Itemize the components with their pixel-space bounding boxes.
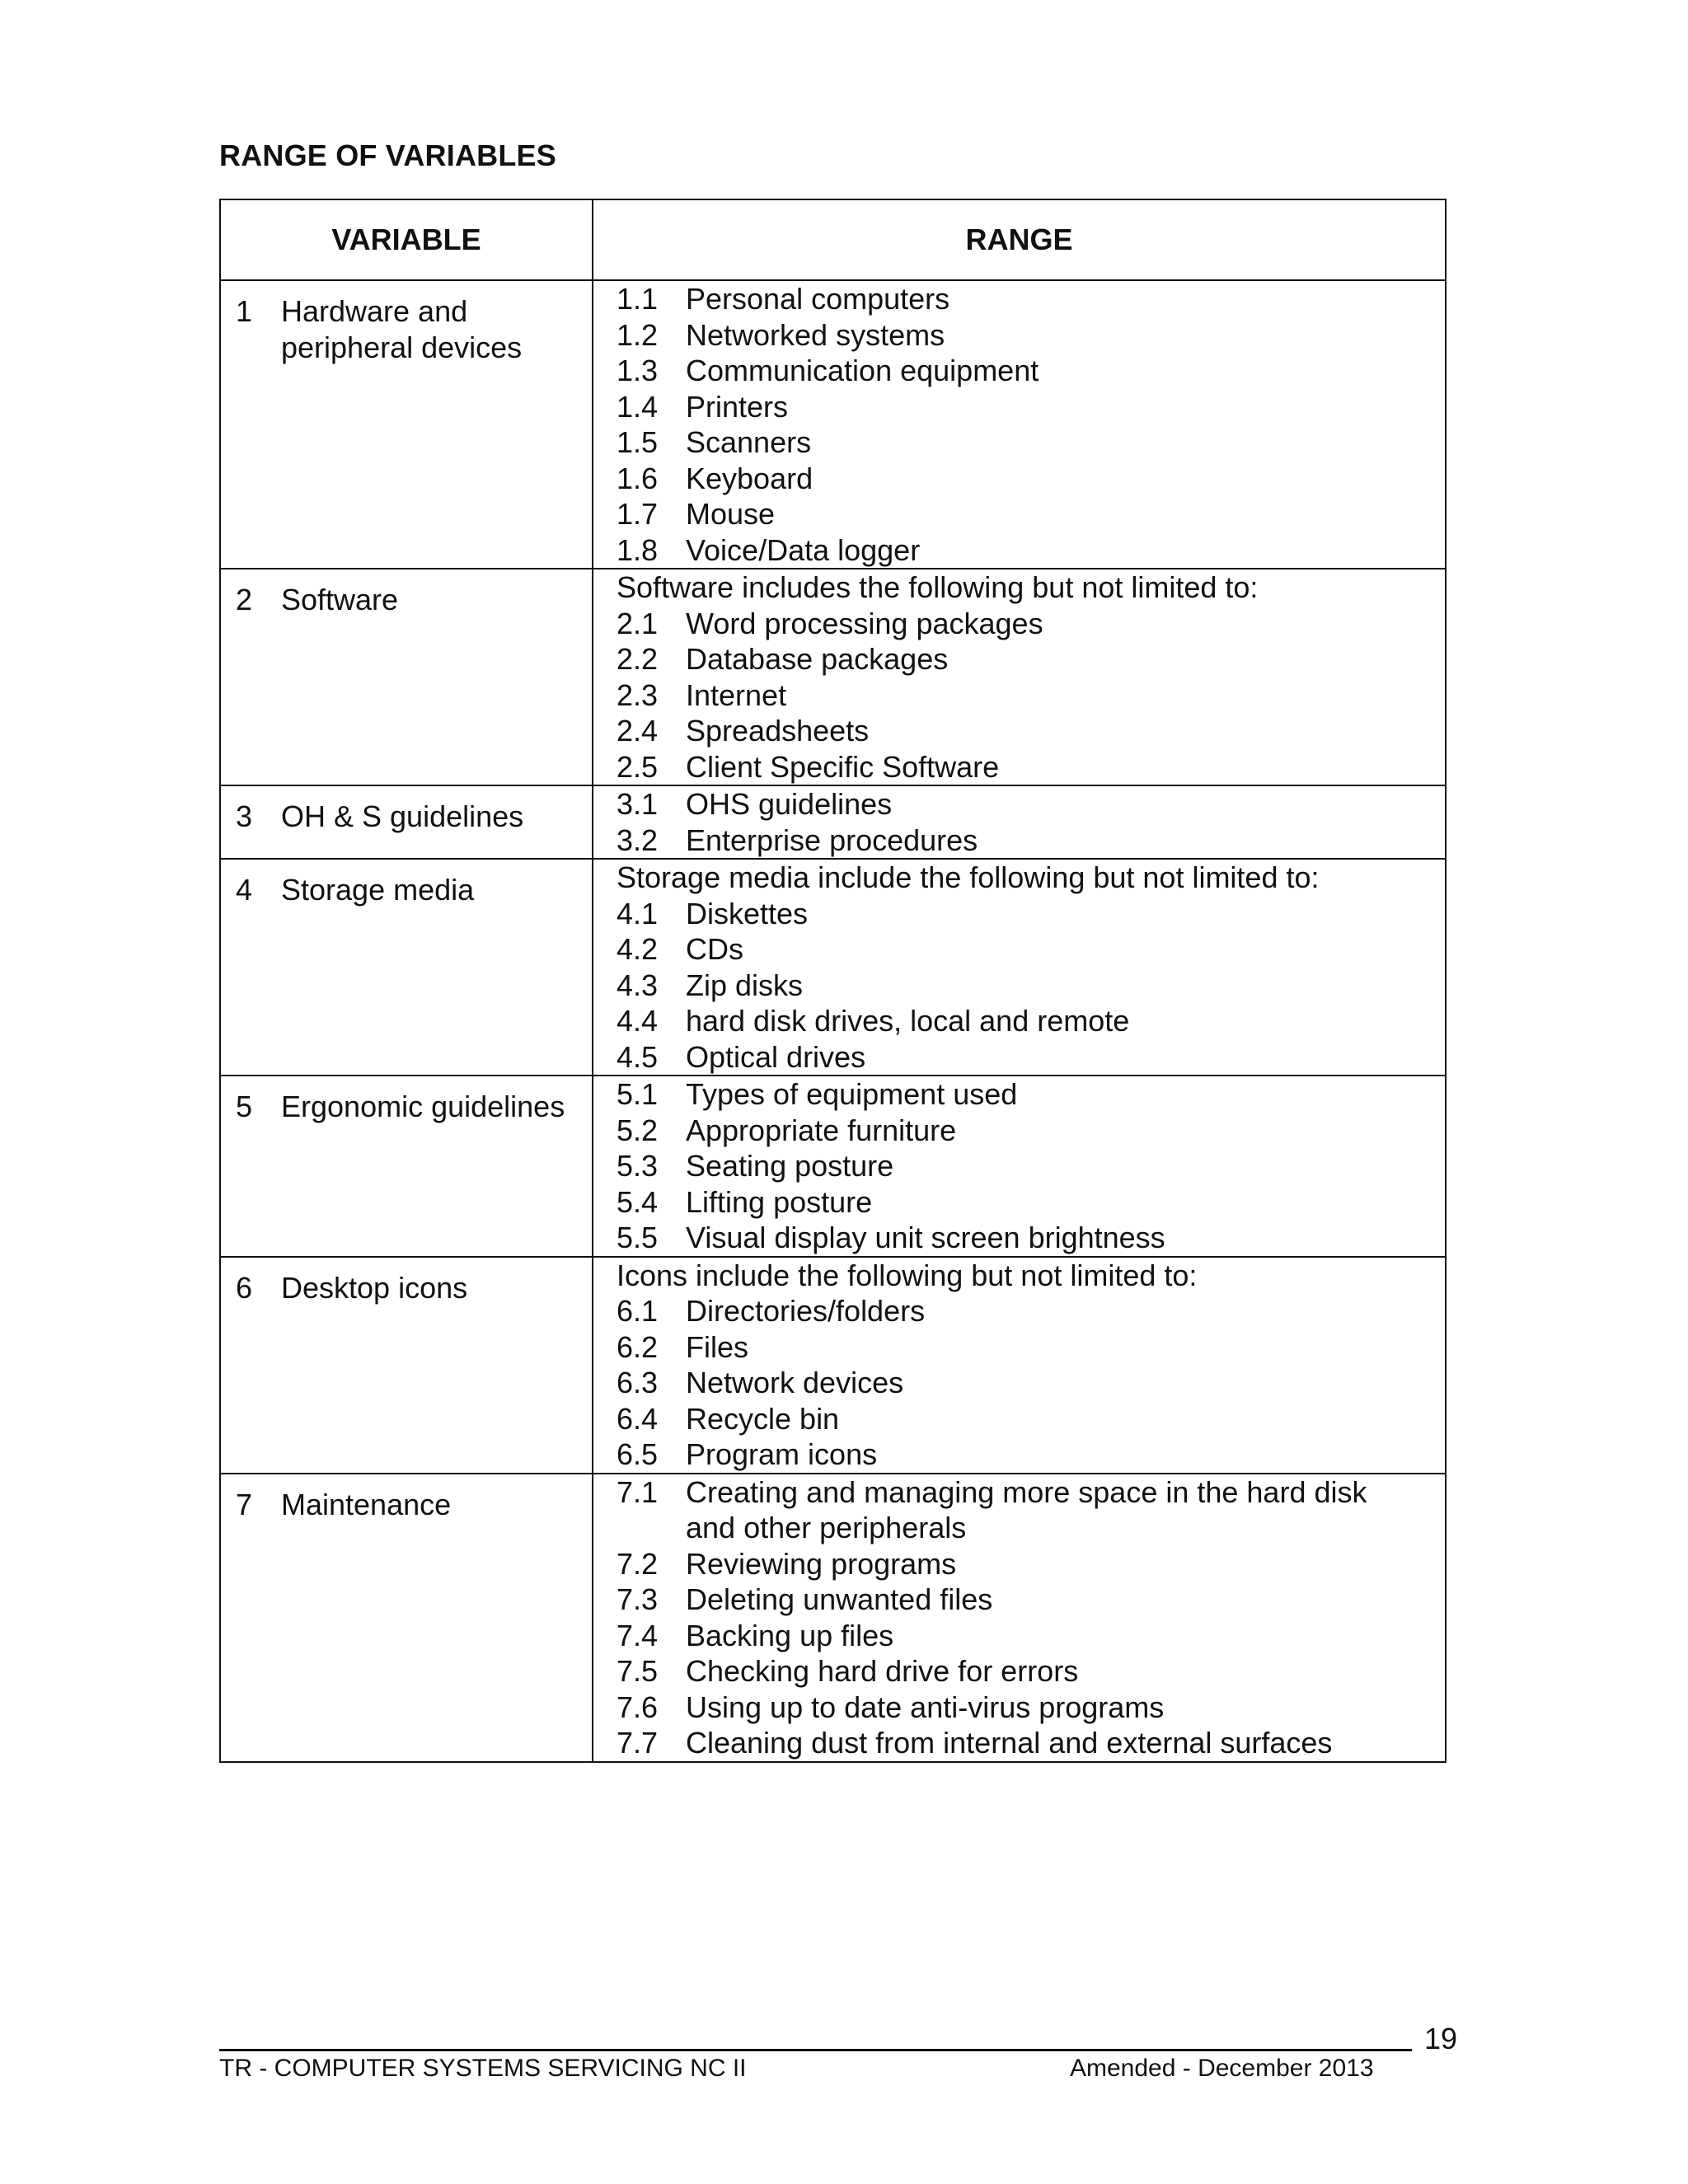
range-item-number: 6.5 <box>617 1437 659 1471</box>
range-cell <box>593 859 1446 1076</box>
variable-cell <box>220 785 593 859</box>
range-intro: Software includes the following but not limited to: <box>617 570 1259 604</box>
variable-cell <box>220 1474 593 1762</box>
range-item-number: 5.4 <box>617 1184 659 1219</box>
range-cell <box>593 1474 1446 1762</box>
range-item-text: Enterprise procedures <box>686 823 978 857</box>
range-item-number: 7.5 <box>617 1654 659 1688</box>
range-item <box>617 281 1445 317</box>
table-row <box>220 569 1446 785</box>
range-item-number: 5.2 <box>617 1113 659 1147</box>
table-body <box>220 280 1446 1762</box>
range-item-number: 4.3 <box>617 968 659 1002</box>
table-row <box>220 280 1446 569</box>
range-item-number: 1.4 <box>617 389 659 424</box>
range-cell <box>593 569 1446 785</box>
range-item-text: Diskettes <box>686 896 809 930</box>
range-item <box>617 1148 1445 1184</box>
range-item <box>617 1474 1445 1546</box>
range-item-text: Recycle bin <box>686 1401 840 1436</box>
variable-cell <box>220 280 593 569</box>
range-item-number: 1.5 <box>617 425 659 459</box>
range-item-text: Types of equipment used <box>686 1077 1018 1111</box>
range-item-number: 3.2 <box>617 823 659 857</box>
variable-cell <box>220 1257 593 1474</box>
variable-number: 6 <box>236 1270 253 1305</box>
range-item <box>617 1546 1445 1582</box>
range-item <box>617 317 1445 354</box>
range-item <box>617 823 1445 859</box>
range-item-number: 5.1 <box>617 1077 659 1111</box>
range-item-number: 2.4 <box>617 714 659 748</box>
range-item-text: OHS guidelines <box>686 787 893 821</box>
range-item <box>617 1365 1445 1401</box>
range-item-text: Appropriate furniture <box>686 1113 957 1147</box>
range-item-number: 4.5 <box>617 1039 659 1074</box>
range-item <box>617 1293 1445 1329</box>
range-item-number: 5.5 <box>617 1221 659 1254</box>
range-item <box>617 1582 1445 1618</box>
table-row <box>220 785 1446 859</box>
range-item-number: 2.5 <box>617 749 659 784</box>
range-item <box>617 968 1445 1004</box>
variable-name: OH & S guidelines <box>281 799 524 833</box>
range-item <box>617 1184 1445 1221</box>
variable-name: Ergonomic guidelines <box>281 1090 565 1123</box>
range-item <box>617 677 1445 714</box>
variable-number: 2 <box>236 583 253 616</box>
range-item-text: Keyboard <box>686 461 814 495</box>
variable-name: Hardware and peripheral devices <box>281 294 523 364</box>
range-item <box>617 1076 1445 1113</box>
table-header-row <box>220 199 1446 280</box>
range-item <box>617 749 1445 785</box>
range-item-number: 2.2 <box>617 642 659 676</box>
range-item-text: Seating posture <box>686 1149 894 1183</box>
range-item-text: Printers <box>686 389 789 424</box>
range-item <box>617 896 1445 932</box>
range-item-number: 6.3 <box>617 1366 659 1399</box>
range-item-text: Network devices <box>686 1366 904 1399</box>
range-item-text: Lifting posture <box>686 1184 873 1219</box>
footer-document-title: TR - COMPUTER SYSTEMS SERVICING NC II <box>219 2055 747 2082</box>
range-item-text: CDs <box>686 932 743 966</box>
range-item <box>617 353 1445 389</box>
range-item <box>617 931 1445 968</box>
range-item-number: 3.1 <box>617 787 659 821</box>
range-item <box>617 1690 1445 1726</box>
range-item-text: hard disk drives, local and remote <box>686 1004 1130 1038</box>
range-item-number: 5.3 <box>617 1149 659 1183</box>
range-item-number: 4.1 <box>617 896 659 930</box>
page-heading: RANGE OF VARIABLES <box>219 138 556 172</box>
range-item <box>617 532 1445 569</box>
range-item <box>617 1220 1445 1256</box>
range-item-text: Checking hard drive for errors <box>686 1654 1079 1688</box>
range-item-number: 7.2 <box>617 1546 659 1581</box>
range-item-text: Scanners <box>686 425 812 459</box>
range-of-variables-table <box>219 199 1447 1763</box>
range-item-number: 6.2 <box>617 1329 659 1364</box>
range-item-text: Files <box>686 1329 749 1364</box>
table-row <box>220 859 1446 1076</box>
range-cell <box>593 280 1446 569</box>
range-item-text: Visual display unit screen brightness <box>686 1221 1165 1254</box>
range-item-number: 2.1 <box>617 606 659 640</box>
variable-name: Storage media <box>281 873 475 907</box>
range-item-number: 7.1 <box>617 1474 659 1509</box>
header-range: RANGE <box>593 199 1446 280</box>
range-cell <box>593 785 1446 859</box>
range-item-number: 1.6 <box>617 461 659 495</box>
range-cell <box>593 1076 1446 1257</box>
variable-number: 4 <box>236 873 253 907</box>
range-item <box>617 606 1445 642</box>
range-item-text: Client Specific Software <box>686 749 1000 784</box>
range-item-number: 4.2 <box>617 932 659 966</box>
range-item-text: Cleaning dust from internal and external surfaces <box>686 1726 1333 1760</box>
range-item-text: Creating and managing more space in the hard disk and other peripherals <box>686 1474 1367 1544</box>
footer-divider <box>219 2049 1412 2051</box>
table-row <box>220 1474 1446 1762</box>
page-number: 19 <box>1424 2022 1458 2055</box>
range-item-number: 4.4 <box>617 1004 659 1038</box>
table-row <box>220 1257 1446 1474</box>
range-item-text: Voice/Data logger <box>686 532 921 567</box>
range-intro: Icons include the following but not limited to: <box>617 1258 1198 1292</box>
range-item-number: 6.1 <box>617 1294 659 1328</box>
range-item-text: Backing up files <box>686 1618 894 1652</box>
range-item <box>617 641 1445 677</box>
range-item <box>617 424 1445 461</box>
range-cell <box>593 1257 1446 1474</box>
range-item <box>617 1113 1445 1149</box>
range-item <box>617 1329 1445 1366</box>
range-item-text: Deleting unwanted files <box>686 1582 993 1616</box>
range-item <box>617 1003 1445 1039</box>
range-item-text: Spreadsheets <box>686 714 870 748</box>
range-item-text: Networked systems <box>686 317 945 352</box>
range-item <box>617 461 1445 497</box>
range-item <box>617 389 1445 425</box>
range-item-text: Program icons <box>686 1437 878 1471</box>
range-item-text: Internet <box>686 677 787 712</box>
range-item-text: Word processing packages <box>686 606 1043 640</box>
variable-number: 5 <box>236 1090 253 1123</box>
table-row <box>220 1076 1446 1257</box>
range-item <box>617 1401 1445 1437</box>
range-item <box>617 713 1445 749</box>
range-item-text: Mouse <box>686 497 776 531</box>
variable-number: 3 <box>236 799 253 833</box>
range-item-number: 1.2 <box>617 317 659 352</box>
range-item <box>617 1725 1445 1761</box>
range-item-number: 1.8 <box>617 532 659 567</box>
range-item-text: Directories/folders <box>686 1294 926 1328</box>
range-item-text: Using up to date anti-virus programs <box>686 1690 1165 1724</box>
variable-name: Maintenance <box>281 1487 452 1521</box>
variable-number: 1 <box>236 294 253 328</box>
range-item-number: 7.6 <box>617 1690 659 1724</box>
range-item <box>617 496 1445 532</box>
variable-number: 7 <box>236 1487 253 1521</box>
header-variable: VARIABLE <box>220 199 593 280</box>
range-item-number: 6.4 <box>617 1401 659 1436</box>
range-item-number: 7.4 <box>617 1618 659 1652</box>
variable-cell <box>220 569 593 785</box>
range-item-number: 1.7 <box>617 497 659 531</box>
range-item <box>617 786 1445 823</box>
variable-cell <box>220 1076 593 1257</box>
range-item-text: Communication equipment <box>686 354 1039 387</box>
footer-amended-date: Amended - December 2013 <box>1070 2055 1374 2082</box>
range-item <box>617 1653 1445 1690</box>
range-item <box>617 1039 1445 1076</box>
variable-name: Desktop icons <box>281 1270 468 1305</box>
range-item-number: 2.3 <box>617 677 659 712</box>
range-item-number: 7.3 <box>617 1582 659 1616</box>
range-item-text: Reviewing programs <box>686 1546 957 1581</box>
range-item <box>617 1618 1445 1654</box>
range-item-number: 1.1 <box>617 282 659 316</box>
range-item-text: Zip disks <box>686 968 804 1002</box>
range-item <box>617 1436 1445 1473</box>
range-item-text: Personal computers <box>686 282 950 316</box>
range-intro: Storage media include the following but not limited to: <box>617 860 1320 894</box>
range-item-text: Database packages <box>686 642 949 676</box>
range-item-number: 1.3 <box>617 354 659 387</box>
range-item-text: Optical drives <box>686 1039 866 1074</box>
range-item-number: 7.7 <box>617 1726 659 1760</box>
variable-cell <box>220 859 593 1076</box>
variable-name: Software <box>281 583 399 616</box>
